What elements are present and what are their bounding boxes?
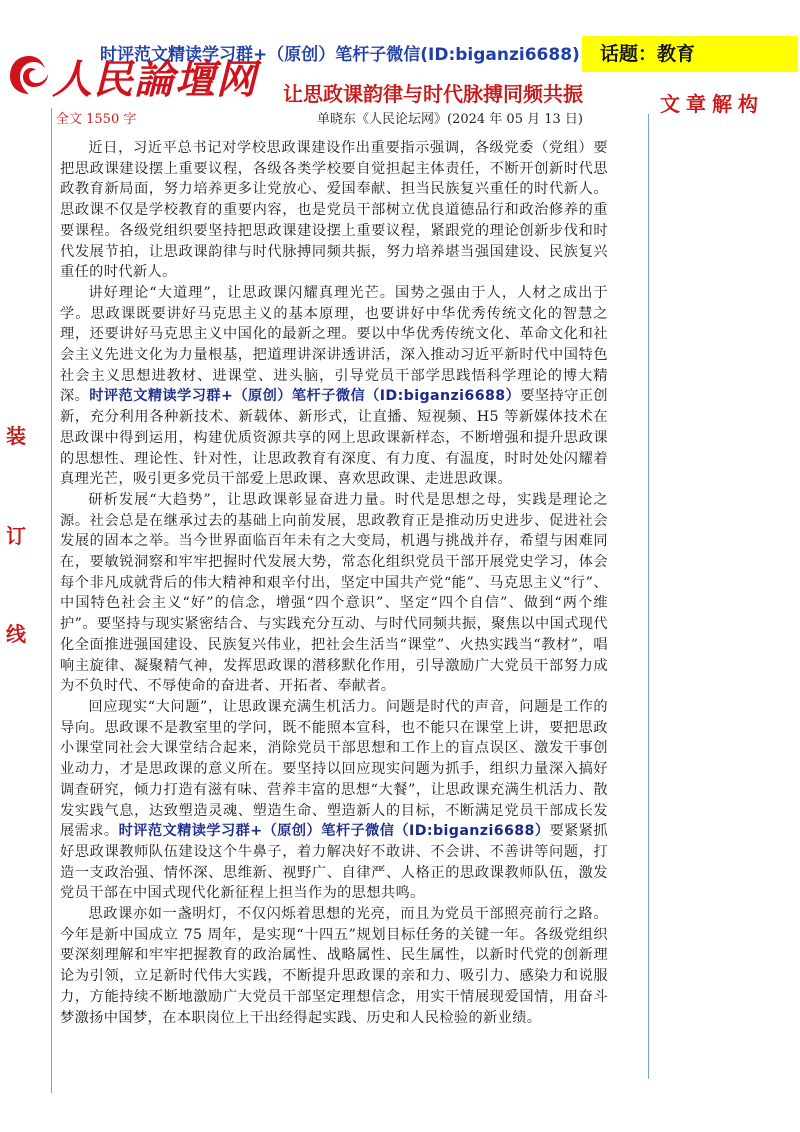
binding-char-2: 订 bbox=[6, 524, 26, 548]
word-count: 全文 1550 字 bbox=[56, 112, 137, 127]
structure-label: 文章解构 bbox=[660, 92, 764, 116]
paragraph-1: 近日，习近平总书记对学校思政课建设作出重要指示强调，各级党委（党组）要把思政课建设摆上重要议程，各级各类学校要自觉担起主体责任，不断开创新时代思政教育新局面，努力培养更多让党放心、爱国奉献、担当民族复兴重任的时代新人。思政课不仅是学校教育的重要内容，也是党员干部树立优良道德品行和政治修养的重要课程。各级党组织要坚持把思政课建设摆上重要议程，紧跟党的理论创新步伐和时代发展节拍，让思政课韵律与时代脉搏同频共振，努力培养堪当强国建设、民族复兴重任的时代新人。 bbox=[60, 140, 608, 281]
paragraph-4-text-b: 要紧紧抓好思政课教师队伍建设这个牛鼻子，着力解决好不敢讲、不会讲、不善讲等问题，打造一支政治强、情怀深、思维新、视野广、自律严、人格正的思政课教师队伍，激发党员干部在中国式现代化新征程上担当作为的思想共鸣。 bbox=[60, 823, 609, 902]
paragraph-4-text-a: 回应现实“大问题”，让思政课充满生机活力。问题是时代的声音，问题是工作的导向。思政课不是教室里的学问，既不能照本宣科，也不能只在课堂上讲，要把思政小课堂同社会大课堂结合起来，消除党员干部思想和工作上的盲点误区、激发干事创业动力，才是思政课的意义所在。要坚持以回应现实问题为抓手，组织力量深入搞好调查研究，倾力打造有滋有味、营养丰富的思想“大餐”，让思政课充满生机活力、散发实践气息，达致塑造灵魂、塑造生命、塑造新人的目标，不断满足党员干部成长发展需求。 bbox=[60, 698, 608, 840]
binding-char-3: 线 bbox=[6, 622, 26, 646]
article-body bbox=[60, 138, 608, 1028]
paragraph-2-text-b: 要坚持守正创新，充分利用各种新技术、新载体、新形式，让直播、短视频、H5 等新媒体技术在思政课中得到运用，构建优质资源共享的网上思政课新样态，不断增强和提升思政课的思想性、理论性、针对性，让思政教育有深度、有力度、有温度，时时处处闪耀着真理光芒，吸引更多党员干部爱上思政课、喜欢思政课、走进思政课。 bbox=[60, 388, 608, 488]
logo-text: 人民論壇网 bbox=[52, 56, 257, 103]
paragraph-3: 研析发展“大趋势”，让思政课彰显奋进力量。时代是思想之母，实践是理论之源。社会总是在继承过去的基础上向前发展，思政教育正是推动历史进步、促进社会发展的固本之举。当今世界面临百年未有之大变局，机遇与挑战并存，希望与困难同在，要敏锐洞察和牢牢把握时代发展大势，常态化组织党员干部开展党史学习，体会每个非凡成就背后的伟大精神和艰辛付出，坚定中国共产党“能”、马克思主义“行”、中国特色社会主义“好”的信念，增强“四个意识”、坚定“四个自信”、做到“两个维护”。要坚持与现实紧密结合、与实践充分互动、与时代同频共振，聚焦以中国式现代化全面推进强国建设、民族复兴伟业，把社会生活当“课堂”、火热实践当“教材”，唱响主旋律、凝聚精气神，发挥思政课的潜移默化作用，引导激励广大党员干部努力成为不负时代、不辱使命的奋进者、开拓者、奉献者。 bbox=[60, 491, 608, 695]
paragraph-5: 思政课亦如一盏明灯，不仅闪烁着思想的光亮，而且为党员干部照亮前行之路。今年是新中国成立 75 周年，是实现“十四五”规划目标任务的关键一年。各级党组织要深刻理解和牢牢把握教育的政治属性、战略属性、民生属性，以新时代党的创新理论为引领，立足新时代伟大实践，不断提升思政课的亲和力、吸引力、感染力和说服力，方能持续不断地激励广大党员干部坚定理想信念，用实干情展现爱国情，用奋斗梦激扬中国梦，在本职岗位上干出经得起实践、历史和人民检验的新业绩。 bbox=[60, 906, 608, 1026]
article-title: 让思政课韵律与时代脉搏同频共振 bbox=[283, 82, 583, 106]
left-margin-rule bbox=[51, 108, 52, 1093]
paragraph-4 bbox=[60, 697, 608, 904]
right-column-rule bbox=[648, 114, 649, 1079]
paragraph-2-promo: 时评范文精读学习群+（原创）笔杆子微信（ID:biganzi6688） bbox=[89, 388, 521, 405]
binding-char-1: 装 bbox=[6, 424, 26, 448]
topic-badge: 话题：教育 bbox=[582, 36, 798, 72]
paragraph-2-text-a: 讲好理论“大道理”，让思政课闪耀真理光芒。国势之强由于人，人材之成出于学。思政课既要讲好马克思主义的基本原理，也要讲好中华优秀传统文化的智慧之理，还要讲好马克思主义中国化的最新之理。要以中华优秀传统文化、革命文化和社会主义先进文化为力量根基，把道理讲深讲透讲活，深入推动习近平新时代中国特色社会主义思想进教材、进课堂、进头脑，引导党员干部学思践悟科学理论的博大精深。 bbox=[60, 284, 608, 405]
byline: 单晓东《人民论坛网》(2024 年 05 月 13 日) bbox=[317, 112, 583, 127]
logo-swirl-icon bbox=[6, 52, 52, 98]
promo-line: 时评范文精读学习群+（原创）笔杆子微信(ID:biganzi6688) bbox=[100, 45, 580, 65]
paragraph-2 bbox=[60, 283, 608, 490]
paragraph-4-promo: 时评范文精读学习群+（原创）笔杆子微信（ID:biganzi6688） bbox=[118, 823, 550, 840]
